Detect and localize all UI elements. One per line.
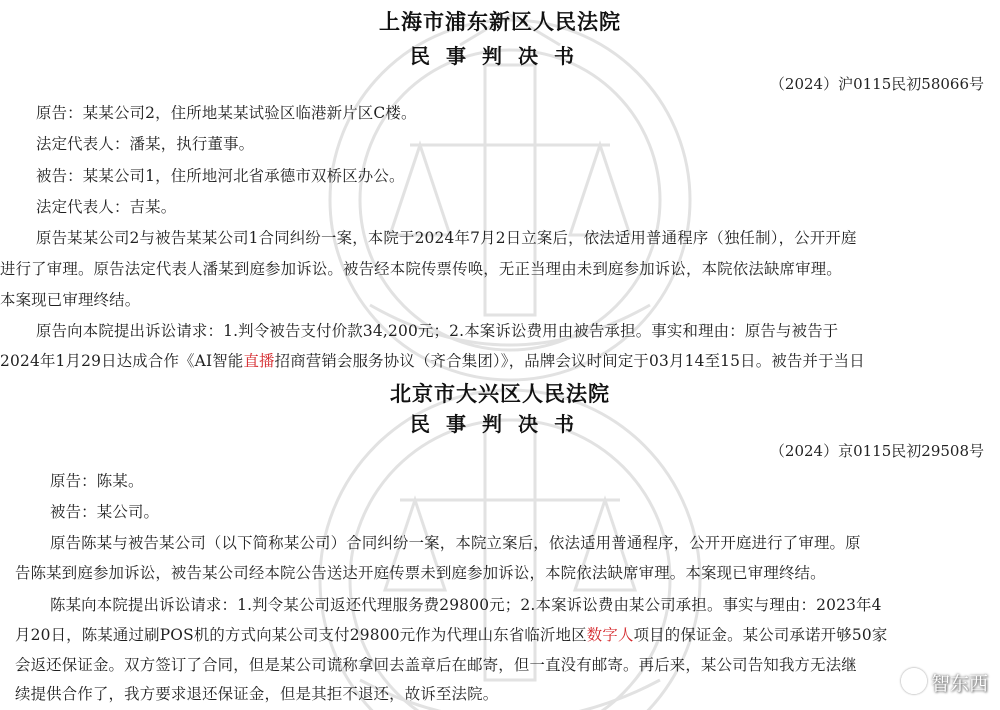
document-title: 民事判决书 <box>410 44 590 68</box>
highlighted-keyword: 数字人 <box>586 626 634 644</box>
plaintiff-line: 原告：陈某。 <box>50 472 144 490</box>
case-number: （2024）沪0115民初58066号 <box>769 75 984 93</box>
claims-paragraph-line: 续提供合作了，我方要求退还保证金，但是其拒不退还，故诉至法院。 <box>15 685 499 703</box>
claims-paragraph-line: 陈某向本院提出诉讼请求：1.判令某公司返还代理服务费29800元；2.本案诉讼费由某公司承担。事实与理由：2023年4 <box>50 596 882 614</box>
defendant-line: 被告：某公司。 <box>50 503 160 521</box>
text-segment: 月20日，陈某通过刷POS机的方式向某公司支付29800元作为代理山东省临沂地区 <box>15 626 587 644</box>
case-paragraph-line: 本案现已审理终结。 <box>0 291 141 309</box>
defendant-line: 被告：某某公司1，住所地河北省承德市双桥区办公。 <box>36 167 405 185</box>
text-segment: 2024年1月29日达成合作《AI智能 <box>0 352 244 370</box>
claims-paragraph-line <box>0 349 865 371</box>
text-segment: 项目的保证金。某公司承诺开够50家 <box>633 626 888 644</box>
case-number: （2024）京0115民初29508号 <box>769 442 984 460</box>
case-paragraph-line: 告陈某到庭参加诉讼，被告某公司经本院公告送达开庭传票未到庭参加诉讼，本院依法缺席审理。本案现已审理终结。 <box>15 564 826 582</box>
claims-paragraph-line: 原告向本院提出诉讼请求：1.判令被告支付价款34,200元；2.本案诉讼费用由被告承担。事实和理由：原告与被告于 <box>36 322 839 340</box>
court-name: 上海市浦东新区人民法院 <box>379 10 621 34</box>
case-paragraph-line: 原告陈某与被告某公司（以下简称某公司）合同纠纷一案，本院立案后，依法适用普通程序，公开开庭进行了审理。原 <box>50 534 861 552</box>
brand-logo-icon <box>901 668 927 694</box>
source-watermark <box>901 668 988 696</box>
court-name: 北京市大兴区人民法院 <box>390 382 610 406</box>
highlighted-keyword: 直播 <box>243 352 275 370</box>
defendant-representative-line: 法定代表人：吉某。 <box>36 198 177 216</box>
case-paragraph-line: 原告某某公司2与被告某某公司1合同纠纷一案，本院于2024年7月2日立案后，依法适用普通程序（独任制），公开开庭 <box>36 229 857 247</box>
claims-paragraph-line: 会返还保证金。双方签订了合同，但是某公司谎称拿回去盖章后在邮寄，但一直没有邮寄。再后来，某公司告知我方无法继 <box>15 656 857 674</box>
text-segment: 招商营销会服务协议（齐合集团）》，品牌会议时间定于03月14至15日。被告并于当日 <box>274 352 865 370</box>
claims-paragraph-line <box>15 623 887 645</box>
document-title: 民事判决书 <box>410 412 590 436</box>
case-paragraph-line: 进行了审理。原告法定代表人潘某到庭参加诉讼。被告经本院传票传唤，无正当理由未到庭参加诉讼，本院依法缺席审理。 <box>0 260 842 278</box>
plaintiff-line: 原告：某某公司2，住所地某某试验区临港新片区C楼。 <box>36 104 417 122</box>
watermark-text: 智东西 <box>930 673 988 695</box>
plaintiff-representative-line: 法定代表人：潘某，执行董事。 <box>36 135 255 153</box>
